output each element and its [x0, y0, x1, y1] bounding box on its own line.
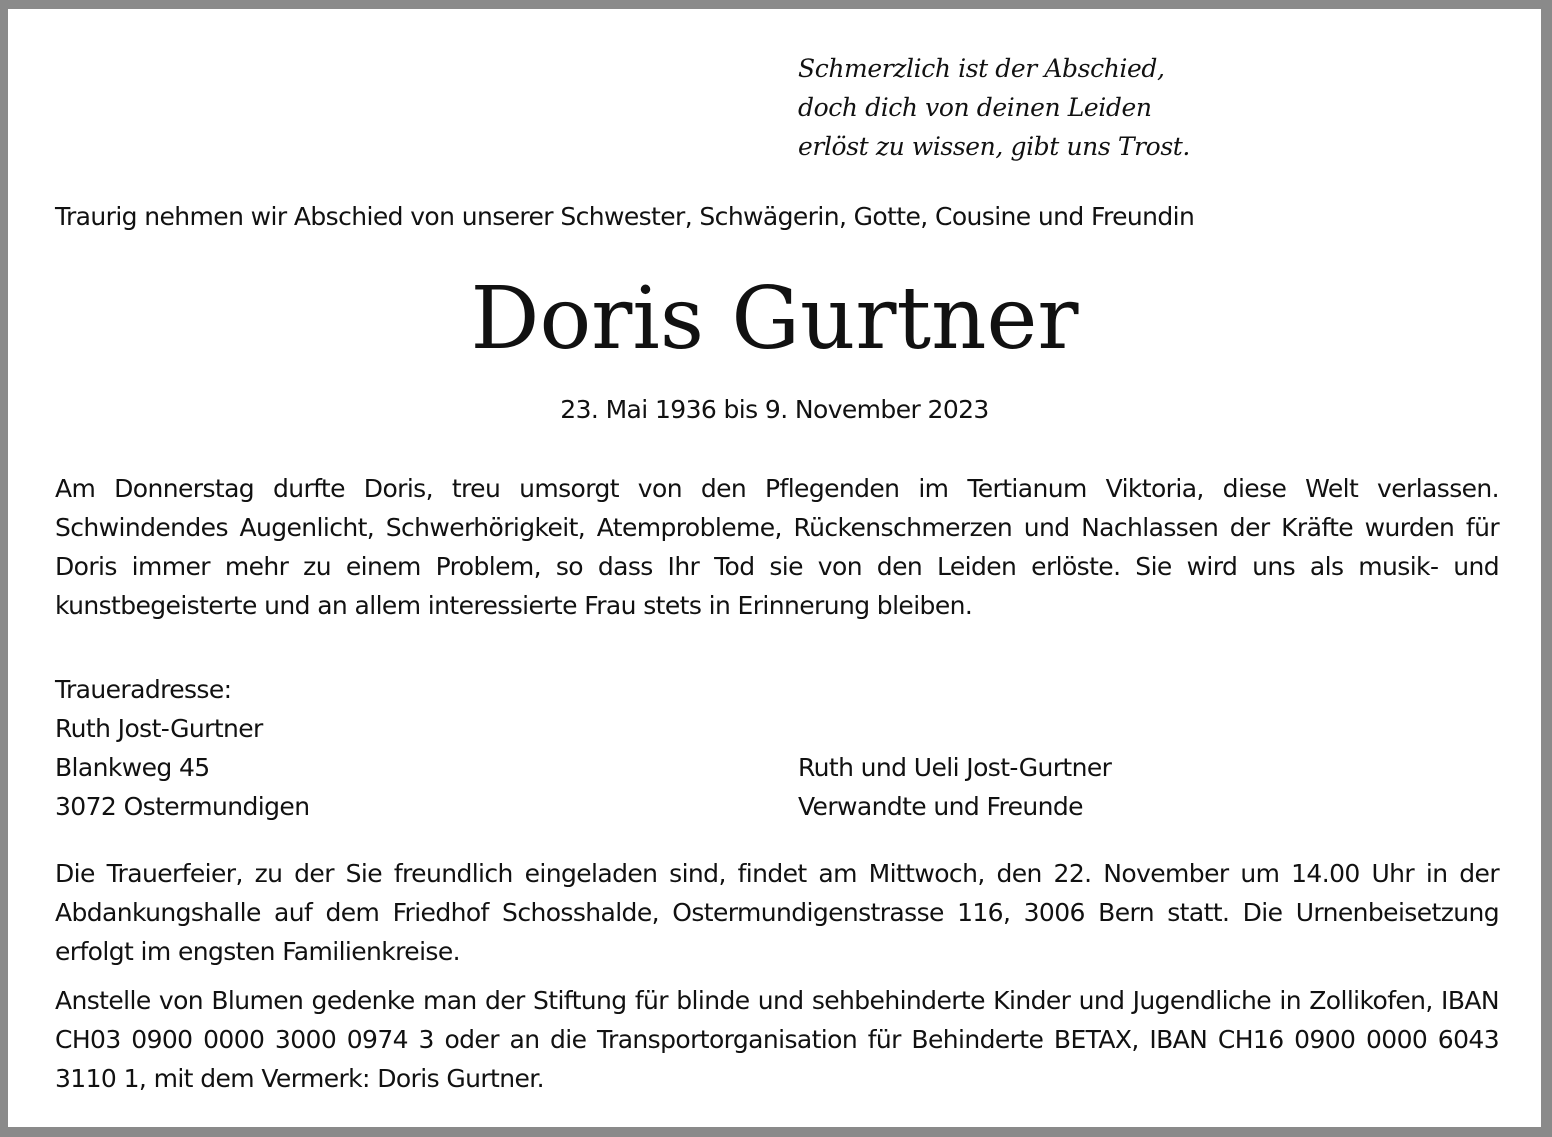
- address-city: 3072 Ostermundigen: [55, 792, 310, 821]
- motto-line: Schmerzlich ist der Abschied,: [798, 54, 1165, 83]
- motto-line: doch dich von deinen Leiden: [798, 93, 1152, 122]
- family-line: Ruth und Ueli Jost-Gurtner: [798, 753, 1112, 782]
- mourning-address: [55, 670, 309, 826]
- address-name: Ruth Jost-Gurtner: [55, 714, 263, 743]
- obituary-notice: [8, 9, 1541, 1127]
- family-line: Verwandte und Freunde: [798, 792, 1083, 821]
- intro-line: Traurig nehmen wir Abschied von unserer Schwester, Schwägerin, Gotte, Cousine und Freundin: [55, 202, 1195, 231]
- memorial-paragraph: Am Donnerstag durfte Doris, treu umsorgt von den Pflegenden im Tertianum Viktoria, diese Welt verlassen. Schwindendes Augenlicht, Schwerhörigkeit, Atemprobleme, Rückenschmerzen und Nachlassen der Kräfte wurden für Doris immer mehr zu einem Problem, so dass Ihr Tod sie von den Leiden erlöste. Sie wird uns als musik- und kunstbegeisterte und an allem interessierte Frau stets in Erinnerung bleiben.: [55, 474, 1499, 620]
- motto-line: erlöst zu wissen, gibt uns Trost.: [798, 132, 1190, 161]
- deceased-name: Doris Gurtner: [470, 269, 1079, 369]
- life-dates: 23. Mai 1936 bis 9. November 2023: [560, 395, 989, 424]
- motto-verse: [798, 49, 1190, 166]
- address-heading: Traueradresse:: [55, 675, 232, 704]
- family-signature: [798, 748, 1111, 826]
- funeral-info-paragraph: Die Trauerfeier, zu der Sie freundlich eingeladen sind, findet am Mittwoch, den 22. November um 14.00 Uhr in der Abdankungshalle auf dem Friedhof Schosshalde, Ostermundigenstrasse 116, 3006 Bern statt. Die Urnenbeisetzung erfolgt im engsten Familienkreise.: [55, 859, 1499, 966]
- donation-paragraph: Anstelle von Blumen gedenke man der Stiftung für blinde und sehbehinderte Kinder und Jugendliche in Zollikofen, IBAN CH03 0900 0000 3000 0974 3 oder an die Transportorganisation für Behinderte BETAX, IBAN CH16 0900 0000 6043 3110 1, mit dem Vermerk: Doris Gurtner.: [55, 986, 1499, 1093]
- address-street: Blankweg 45: [55, 753, 210, 782]
